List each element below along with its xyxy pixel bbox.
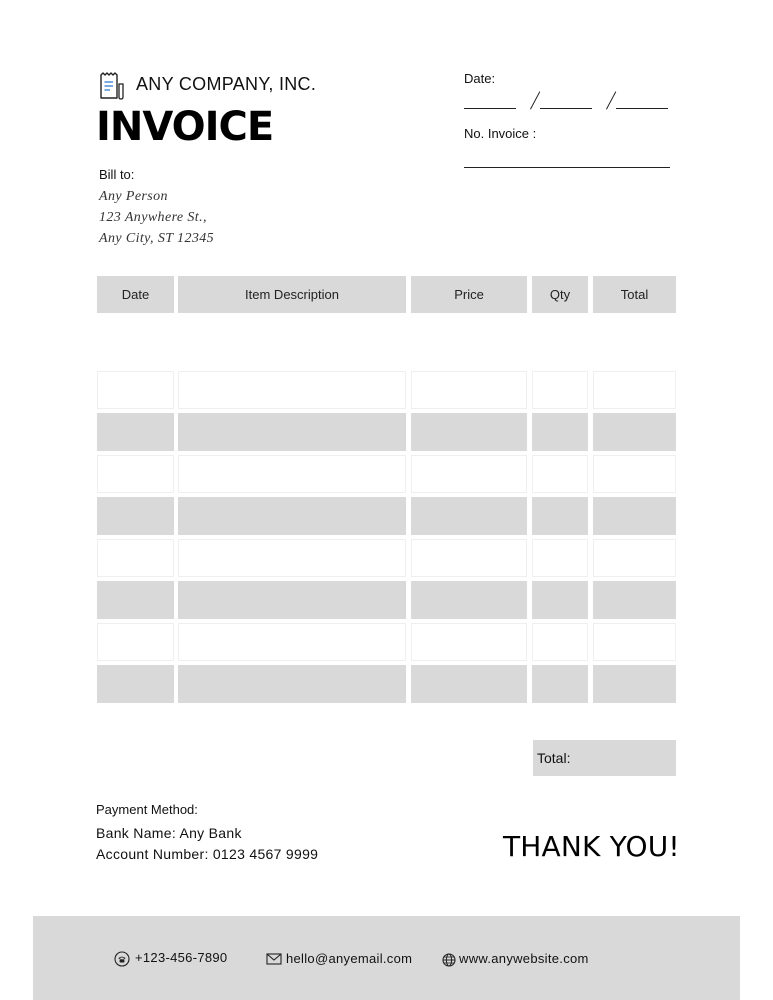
table-cell-qty[interactable] xyxy=(532,455,588,493)
footer-phone[interactable]: +123-456-7890 xyxy=(135,950,228,965)
table-cell-qty[interactable] xyxy=(532,497,588,535)
table-cell-price[interactable] xyxy=(411,455,527,493)
table-cell-date[interactable] xyxy=(97,413,174,451)
table-cell-total[interactable] xyxy=(593,539,676,577)
table-cell-date[interactable] xyxy=(97,371,174,409)
table-cell-total[interactable] xyxy=(593,497,676,535)
payment-method-label: Payment Method: xyxy=(96,802,198,817)
table-cell-price[interactable] xyxy=(411,371,527,409)
column-header-qty: Qty xyxy=(532,276,588,313)
table-cell-total[interactable] xyxy=(593,581,676,619)
invoice-number-label: No. Invoice : xyxy=(464,126,537,141)
thank-you-text: THANK YOU! xyxy=(503,830,680,863)
column-header-date: Date xyxy=(97,276,174,313)
table-cell-qty[interactable] xyxy=(532,665,588,703)
table-cell-total[interactable] xyxy=(593,665,676,703)
column-header-price: Price xyxy=(411,276,527,313)
bill-to-name: Any Person xyxy=(99,189,168,204)
table-cell-date[interactable] xyxy=(97,455,174,493)
table-cell-qty[interactable] xyxy=(532,539,588,577)
table-cell-description[interactable] xyxy=(178,455,406,493)
globe-icon xyxy=(441,952,457,968)
table-cell-price[interactable] xyxy=(411,497,527,535)
table-cell-total[interactable] xyxy=(593,413,676,451)
footer-email[interactable]: hello@anyemail.com xyxy=(286,951,413,966)
invoice-title: INVOICE xyxy=(96,104,274,150)
total-label: Total: xyxy=(537,750,571,766)
table-cell-price[interactable] xyxy=(411,581,527,619)
invoice-number-field[interactable] xyxy=(464,167,670,168)
receipt-icon xyxy=(98,72,126,100)
table-cell-qty[interactable] xyxy=(532,581,588,619)
date-day-field[interactable] xyxy=(464,108,516,109)
table-cell-date[interactable] xyxy=(97,623,174,661)
footer-website[interactable]: www.anywebsite.com xyxy=(459,951,589,966)
table-cell-price[interactable] xyxy=(411,413,527,451)
table-cell-date[interactable] xyxy=(97,497,174,535)
table-cell-total[interactable] xyxy=(593,623,676,661)
bill-to-label: Bill to: xyxy=(99,167,135,182)
table-cell-date[interactable] xyxy=(97,539,174,577)
table-cell-date[interactable] xyxy=(97,581,174,619)
table-cell-total[interactable] xyxy=(593,371,676,409)
table-cell-description[interactable] xyxy=(178,581,406,619)
column-header-total: Total xyxy=(593,276,676,313)
mail-icon xyxy=(266,951,282,967)
date-label: Date: xyxy=(464,71,496,86)
table-cell-qty[interactable] xyxy=(532,413,588,451)
date-month-field[interactable] xyxy=(540,108,592,109)
date-separator xyxy=(530,91,540,109)
bank-name: Bank Name: Any Bank xyxy=(96,825,242,841)
table-cell-total[interactable] xyxy=(593,455,676,493)
table-cell-qty[interactable] xyxy=(532,371,588,409)
table-cell-description[interactable] xyxy=(178,665,406,703)
table-cell-description[interactable] xyxy=(178,413,406,451)
table-cell-description[interactable] xyxy=(178,539,406,577)
bill-to-city: Any City, ST 12345 xyxy=(99,231,215,246)
phone-icon xyxy=(114,951,130,967)
table-cell-description[interactable] xyxy=(178,371,406,409)
table-cell-price[interactable] xyxy=(411,623,527,661)
date-separator xyxy=(606,91,616,109)
table-cell-description[interactable] xyxy=(178,497,406,535)
table-cell-price[interactable] xyxy=(411,665,527,703)
table-cell-date[interactable] xyxy=(97,665,174,703)
date-year-field[interactable] xyxy=(616,108,668,109)
table-cell-qty[interactable] xyxy=(532,623,588,661)
total-field[interactable] xyxy=(533,740,676,776)
bill-to-street: 123 Anywhere St., xyxy=(99,210,207,225)
column-header-description: Item Description xyxy=(178,276,406,313)
company-name: ANY COMPANY, INC. xyxy=(136,74,317,94)
table-cell-description[interactable] xyxy=(178,623,406,661)
table-cell-price[interactable] xyxy=(411,539,527,577)
account-number: Account Number: 0123 4567 9999 xyxy=(96,846,319,862)
